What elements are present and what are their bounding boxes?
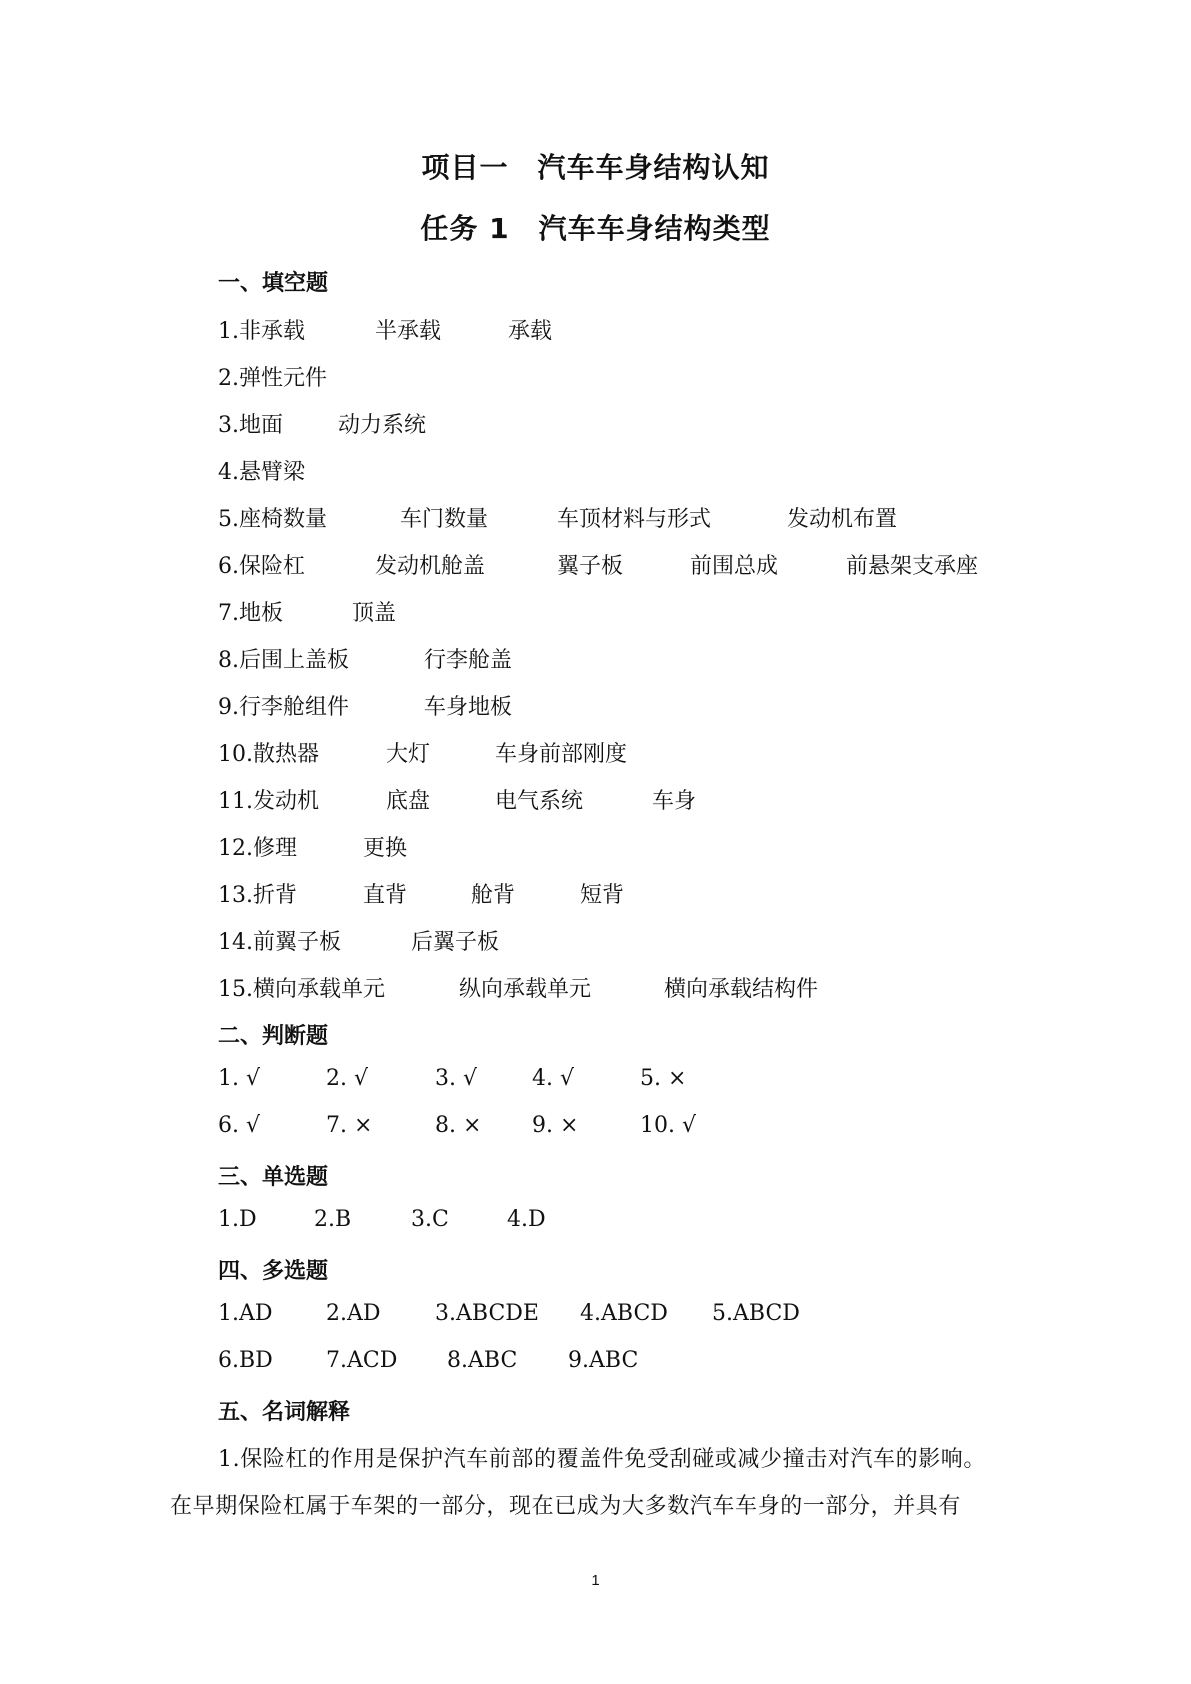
answer-item: 半承载 [375,319,442,344]
answer-item: 12.修理 [218,836,297,861]
answer-item: 6. √ [218,1113,261,1138]
answer-item: 8.后围上盖板 [218,648,349,673]
answer-item: 顶盖 [352,601,397,626]
answer-item: 后翼子板 [411,930,500,955]
answer-item: 翼子板 [557,554,624,579]
answer-item: 2.AD [326,1301,381,1326]
answer-item: 3.C [411,1207,449,1232]
answer-item: 发动机布置 [787,507,898,532]
answer-item: 13.折背 [218,883,297,908]
answer-item: 1.D [218,1207,257,1232]
answer-item: 行李舱盖 [424,648,513,673]
answer-item: 车身 [652,789,697,814]
answer-item: 动力系统 [338,413,427,438]
answer-item: 直背 [363,883,408,908]
answer-item: 7.地板 [218,601,283,626]
answer-item: 车身地板 [424,695,513,720]
answer-item: 9.ABC [568,1348,639,1373]
answer-item: 3.地面 [218,413,283,438]
answer-item: 14.前翼子板 [218,930,341,955]
answer-item: 3.ABCDE [435,1301,539,1326]
answer-item: 2. √ [326,1066,369,1091]
answer-item: 底盘 [386,789,431,814]
answer-item: 8.ABC [447,1348,518,1373]
answer-item: 电气系统 [495,789,584,814]
section-heading-terms: 五、名词解释 [218,1400,351,1425]
answer-item: 前悬架支承座 [846,554,979,579]
answer-item: 纵向承载单元 [459,977,592,1002]
answer-item: 15.横向承载单元 [218,977,385,1002]
answer-item: 7.ACD [326,1348,398,1373]
answer-item: 横向承载结构件 [664,977,819,1002]
answer-item: 1.AD [218,1301,273,1326]
answer-item: 舱背 [471,883,516,908]
answer-item: 9.行李舱组件 [218,695,349,720]
task-title: 任务 1 汽车车身结构类型 [420,212,771,245]
answer-item: 4. √ [532,1066,575,1091]
project-title: 项目一 汽车车身结构认知 [421,151,770,184]
answer-item: 大灯 [386,742,431,767]
answer-item: 2.B [314,1207,352,1232]
answer-item: 3. √ [435,1066,478,1091]
answer-item: 5. × [640,1066,687,1091]
answer-item: 10. √ [640,1113,696,1138]
answer-item: 6.BD [218,1348,273,1373]
answer-item: 4.ABCD [580,1301,668,1326]
answer-item: 5.ABCD [712,1301,800,1326]
section-heading-single: 三、单选题 [218,1165,329,1190]
answer-item: 2.弹性元件 [218,366,327,391]
answer-item: 承载 [508,319,553,344]
answer-item: 车顶材料与形式 [557,507,712,532]
paragraph-line: 1.保险杠的作用是保护汽车前部的覆盖件免受刮碰或减少撞击对汽车的影响。 [218,1447,986,1472]
answer-item: 11.发动机 [218,789,319,814]
answer-item: 4.悬臂梁 [218,460,305,485]
answer-item: 短背 [580,883,625,908]
section-heading-multi: 四、多选题 [218,1259,329,1284]
paragraph-line: 在早期保险杠属于车架的一部分，现在已成为大多数汽车车身的一部分，并具有 [170,1494,962,1519]
answer-item: 更换 [363,836,408,861]
answer-item: 7. × [326,1113,373,1138]
answer-item: 10.散热器 [218,742,319,767]
answer-item: 5.座椅数量 [218,507,327,532]
section-heading-judge: 二、判断题 [218,1024,329,1049]
answer-item: 6.保险杠 [218,554,305,579]
answer-item: 9. × [532,1113,579,1138]
answer-item: 1.非承载 [218,319,305,344]
page-number: 1 [591,1572,600,1589]
answer-item: 前围总成 [690,554,779,579]
answer-item: 车门数量 [400,507,489,532]
section-heading-fill: 一、填空题 [218,271,329,296]
answer-item: 车身前部刚度 [495,742,628,767]
answer-item: 8. × [435,1113,482,1138]
answer-item: 1. √ [218,1066,261,1091]
answer-item: 发动机舱盖 [375,554,486,579]
answer-item: 4.D [507,1207,546,1232]
